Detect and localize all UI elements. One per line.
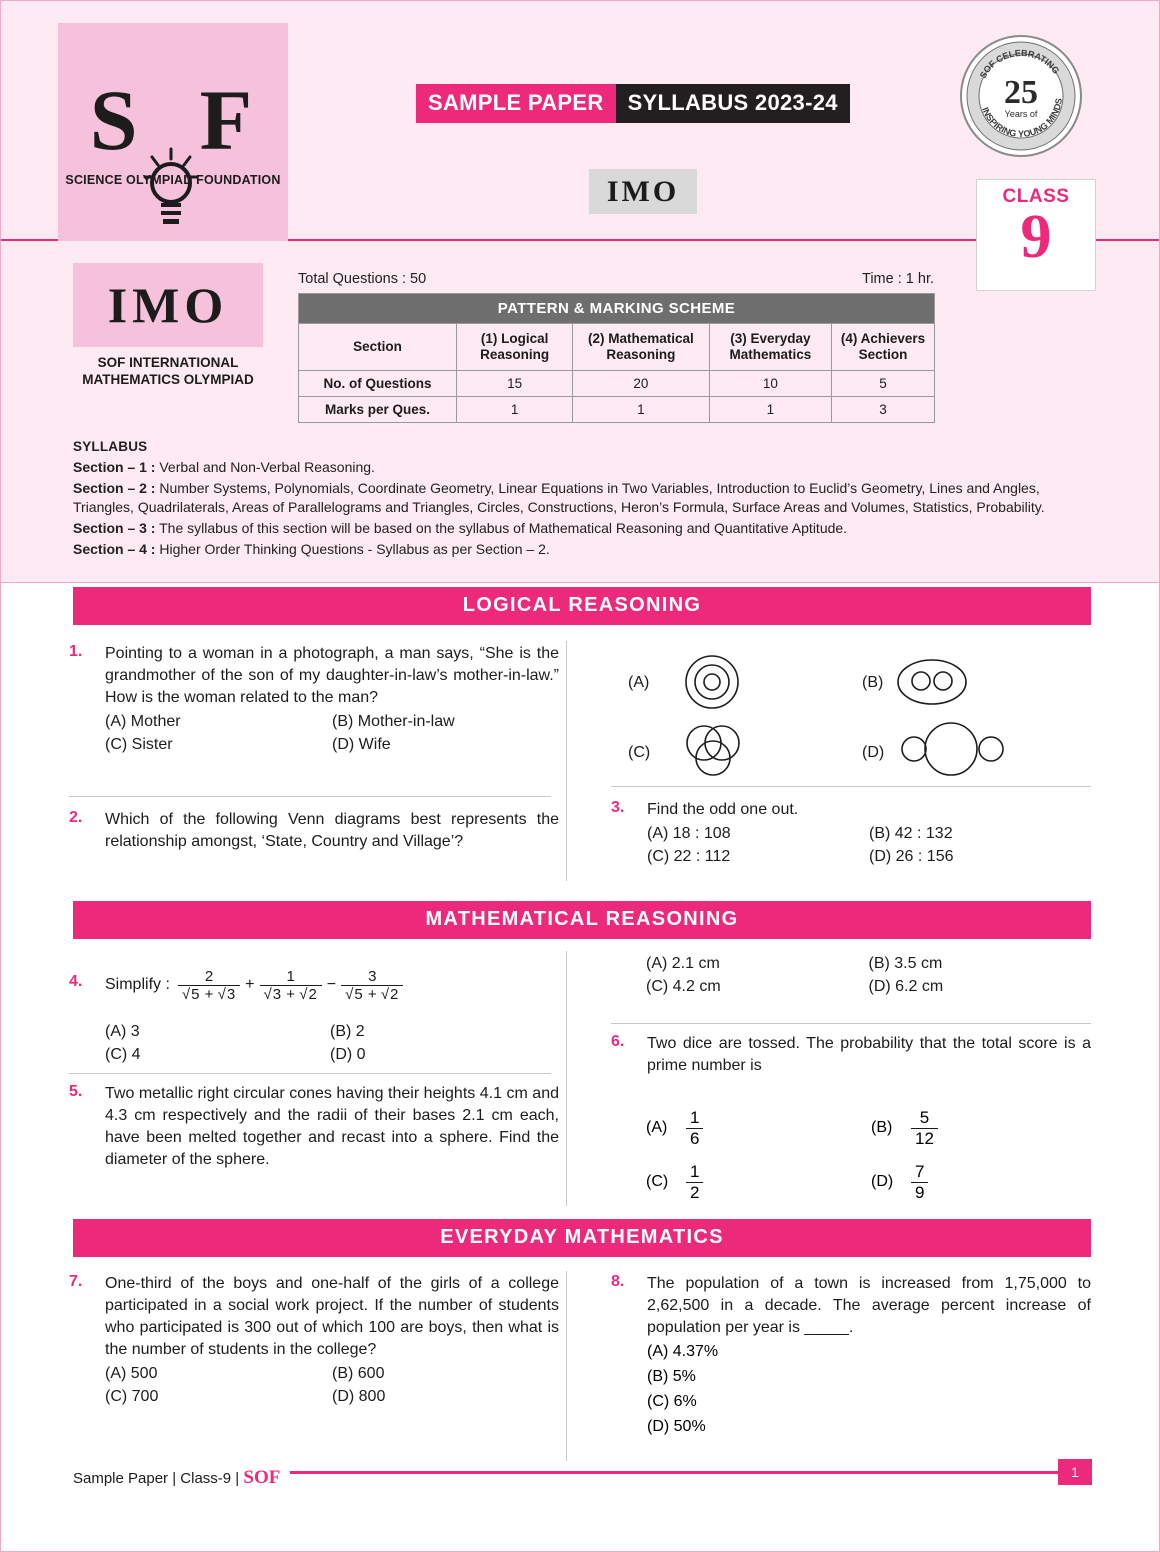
marking-scheme-table [298,293,935,423]
frac-3: $\frac{3}{√5 + √2}$ [341,968,403,1003]
question-7-text: One-third of the boys and one-half of the girls of a college participated in a social work project. If the number of students who participated is 300 out of which 100 are boys, then what is the number of students in the college? [105,1275,559,1358]
question-1 [69,643,559,756]
syllabus-label-4: Section – 4 : [73,541,156,557]
question-1-options [105,710,559,756]
anniversary-seal [956,31,1086,161]
syllabus-item-2 [73,479,1093,517]
question-4-options [105,1020,555,1066]
table-row-label-1: No. of Questions [299,371,457,397]
marking-scheme-title: PATTERN & MARKING SCHEME [299,294,935,324]
question-8-option-a[interactable]: (A) 4.37% [647,1343,719,1360]
total-questions: Total Questions : 50 [298,271,427,287]
question-4-text: Simplify : [105,976,170,993]
svg-text:INSPIRING YOUNG MINDS: INSPIRING YOUNG MINDS [980,97,1065,140]
question-2 [69,809,559,853]
syllabus-text-1: Verbal and Non-Verbal Reasoning. [155,459,375,475]
question-4-option-a[interactable]: (A) 3 [105,1023,140,1040]
question-7-options [105,1362,559,1408]
sample-paper-badge [416,84,850,123]
table-questions-3: 5 [832,371,935,397]
syllabus-text-2: Number Systems, Polynomials, Coordinate Geometry, Linear Equations in Two Variables, Introduction to Euclid’s Geometry, Lines and Angles, Triangles, Quadrilaterals, Areas of Parallelograms and Triangles, Circles, Constructions, Heron’s Formula, Surface Areas and Volumes, Statistics, Probability. [73,480,1045,515]
section-header-mathematical: MATHEMATICAL REASONING [73,901,1091,939]
svg-text:25: 25 [1004,74,1038,111]
table-col-2: (3) Everyday Mathematics [709,324,831,371]
question-3-option-b[interactable]: (B) 42 : 132 [869,825,953,842]
class-label: CLASS [1002,186,1070,207]
column-divider-2 [566,951,567,1206]
footer [73,1467,290,1489]
question-6-options [646,1101,1096,1209]
question-2-number: 2. [69,809,83,826]
table-col-3: (4) Achievers Section [832,324,935,371]
class-box [976,179,1096,291]
syllabus-label-2: Section – 2 : [73,480,156,496]
info-band [1,241,1159,583]
question-4-option-b[interactable]: (B) 2 [330,1023,365,1040]
question-2-venn-options [626,651,1086,781]
question-6-frac-b-den: 12 [911,1128,938,1149]
question-6-key-b: (B) [871,1119,893,1136]
question-2-text: Which of the following Venn diagrams best represents the relationship amongst, ‘State, Country and Village’? [105,811,559,850]
section-header-everyday: EVERYDAY MATHEMATICS [73,1219,1091,1257]
imo-caption-line2: MATHEMATICS OLYMPIAD [82,372,254,387]
question-6-option-d[interactable] [871,1162,1096,1203]
question-6-option-b[interactable] [871,1108,1096,1149]
footer-sof-logo: SOF [243,1467,281,1488]
question-1-option-a[interactable]: (A) Mother [105,713,181,730]
question-6-frac-a-den: 6 [686,1128,703,1149]
sof-logo-text: S F [90,77,256,163]
svg-text:(C): (C) [628,744,651,761]
column-divider-3 [566,1271,567,1461]
question-7-option-b[interactable]: (B) 600 [332,1365,385,1382]
exam-time: Time : 1 hr. [862,271,934,287]
class-number: 9 [1020,203,1052,271]
question-1-option-d[interactable]: (D) Wife [332,736,391,753]
question-4-number: 4. [69,973,83,990]
syllabus-label-3: Section – 3 : [73,520,156,536]
table-questions-1: 20 [573,371,709,397]
syllabus-year-label: SYLLABUS 2023-24 [616,84,850,123]
question-6-frac-b-num: 5 [919,1107,930,1127]
imo-side-text [73,263,263,347]
question-5-number: 5. [69,1083,83,1100]
table-row-label-2: Marks per Ques. [299,397,457,423]
question-1-text: Pointing to a woman in a photograph, a man says, “She is the grandmother of the son of my daughter-in-law’s mother-in-law.” How is the woman related to the man? [105,645,559,706]
question-6-option-a[interactable] [646,1108,871,1149]
question-8-options [647,1339,1091,1439]
syllabus-item-1 [73,458,1093,477]
question-8-number: 8. [611,1273,625,1290]
frac-2: $\frac{1}{√3 + √2}$ [260,968,322,1003]
question-3-option-d[interactable]: (D) 26 : 156 [869,848,954,865]
question-5 [69,1083,559,1171]
section-header-logical: LOGICAL REASONING [73,587,1091,625]
question-5-option-c[interactable]: (C) 4.2 cm [646,978,721,995]
question-6-key-c: (C) [646,1173,669,1190]
question-7-number: 7. [69,1273,83,1290]
syllabus-item-3 [73,519,1093,538]
table-marks-3: 3 [832,397,935,423]
question-1-option-b[interactable]: (B) Mother-in-law [332,713,455,730]
question-5-option-b[interactable]: (B) 3.5 cm [868,955,943,972]
question-6-frac-d-den: 9 [911,1182,928,1203]
table-col-1: (2) Mathematical Reasoning [573,324,709,371]
syllabus-text-4: Higher Order Thinking Questions - Syllabus as per Section – 2. [155,541,550,557]
divider-q1-q2 [69,796,551,797]
imo-header-text: IMO [606,174,680,208]
imo-side-letters: IMO [107,277,229,333]
syllabus-heading: SYLLABUS [73,439,148,454]
question-8-option-d[interactable]: (D) 50% [647,1418,706,1435]
frac-1: $\frac{2}{√5 + √3}$ [178,968,240,1003]
question-7-option-c[interactable]: (C) 700 [105,1388,159,1405]
question-3-options [647,822,1091,868]
table-questions-0: 15 [457,371,573,397]
syllabus-label-1: Section – 1 : [73,459,156,475]
page-number: 1 [1058,1459,1092,1485]
question-8-option-b[interactable]: (B) 5% [647,1368,696,1385]
question-7-option-d[interactable]: (D) 800 [332,1388,386,1405]
sample-paper-label: SAMPLE PAPER [416,84,616,123]
question-8 [611,1273,1091,1439]
question-8-text: The population of a town is increased from 1,75,000 to 2,62,500 in a decade. The average percent increase of population per year is _____. [647,1275,1091,1336]
question-6-number: 6. [611,1033,625,1050]
question-7-option-a[interactable]: (A) 500 [105,1365,158,1382]
divider-q2-q3 [611,786,1091,787]
imo-caption-line1: SOF INTERNATIONAL [97,355,239,370]
svg-text:SOF CELEBRATING: SOF CELEBRATING [977,47,1062,80]
table-questions-2: 10 [709,371,831,397]
sof-logo [58,23,288,241]
question-4-option-d[interactable]: (D) 0 [330,1046,366,1063]
question-5-option-a[interactable]: (A) 2.1 cm [646,955,720,972]
question-8-option-c[interactable]: (C) 6% [647,1393,697,1410]
question-4-expression: Simplify : $\frac{2}{√5 + √3}$ + $\frac{1}{√3 + √2}$ − $\frac{3}{√5 + √2}$ [105,959,559,1011]
syllabus-text-3: The syllabus of this section will be based on the syllabus of Mathematical Reasoning and Quantitative Aptitude. [155,520,848,536]
question-4 [69,959,559,1011]
svg-text:(B): (B) [862,674,884,691]
syllabus-block [73,437,1093,561]
question-3 [611,799,1091,868]
question-3-option-c[interactable]: (C) 22 : 112 [647,848,731,865]
syllabus-item-4 [73,540,1093,559]
question-3-number: 3. [611,799,625,816]
question-4-option-c[interactable]: (C) 4 [105,1046,141,1063]
question-6-frac-d-num: 7 [915,1161,925,1181]
footer-text: Sample Paper | Class-9 | [73,1470,244,1487]
question-6-option-c[interactable] [646,1162,871,1203]
imo-side-logo [73,263,263,388]
divider-q5-q6 [611,1023,1091,1024]
question-6-frac-c-num: 1 [690,1161,700,1181]
svg-text:(A): (A) [628,674,650,691]
column-divider-1 [566,641,567,881]
table-marks-1: 1 [573,397,709,423]
question-6-key-a: (A) [646,1119,668,1136]
question-3-option-a[interactable]: (A) 18 : 108 [647,825,731,842]
svg-text:(D): (D) [862,744,885,761]
divider-q4-q5 [69,1073,551,1074]
question-6-key-d: (D) [871,1173,894,1190]
question-1-option-c[interactable]: (C) Sister [105,736,173,753]
table-marks-0: 1 [457,397,573,423]
svg-text:Years of: Years of [1004,109,1038,119]
question-6-text: Two dice are tossed. The probability that the total score is a prime number is [647,1035,1091,1074]
table-row-label-0: Section [299,324,457,371]
question-5-options [646,952,1091,998]
question-5-text: Two metallic right circular cones having their heights 4.1 cm and 4.3 cm respectively and the radii of their bases 2.1 cm each, have been melted together and recast into a sphere. Find the diameter of the sphere. [105,1085,559,1168]
question-6-frac-a-num: 1 [690,1107,700,1127]
table-col-0: (1) Logical Reasoning [457,324,573,371]
imo-header-badge [589,169,697,214]
question-7 [69,1273,559,1408]
question-5-option-d[interactable]: (D) 6.2 cm [868,978,944,995]
table-marks-2: 1 [709,397,831,423]
question-3-text: Find the odd one out. [647,801,799,818]
sof-logo-subtitle: SCIENCE OLYMPIAD FOUNDATION [65,173,281,187]
question-6 [611,1033,1091,1077]
question-1-number: 1. [69,643,83,660]
question-6-frac-c-den: 2 [686,1182,703,1203]
